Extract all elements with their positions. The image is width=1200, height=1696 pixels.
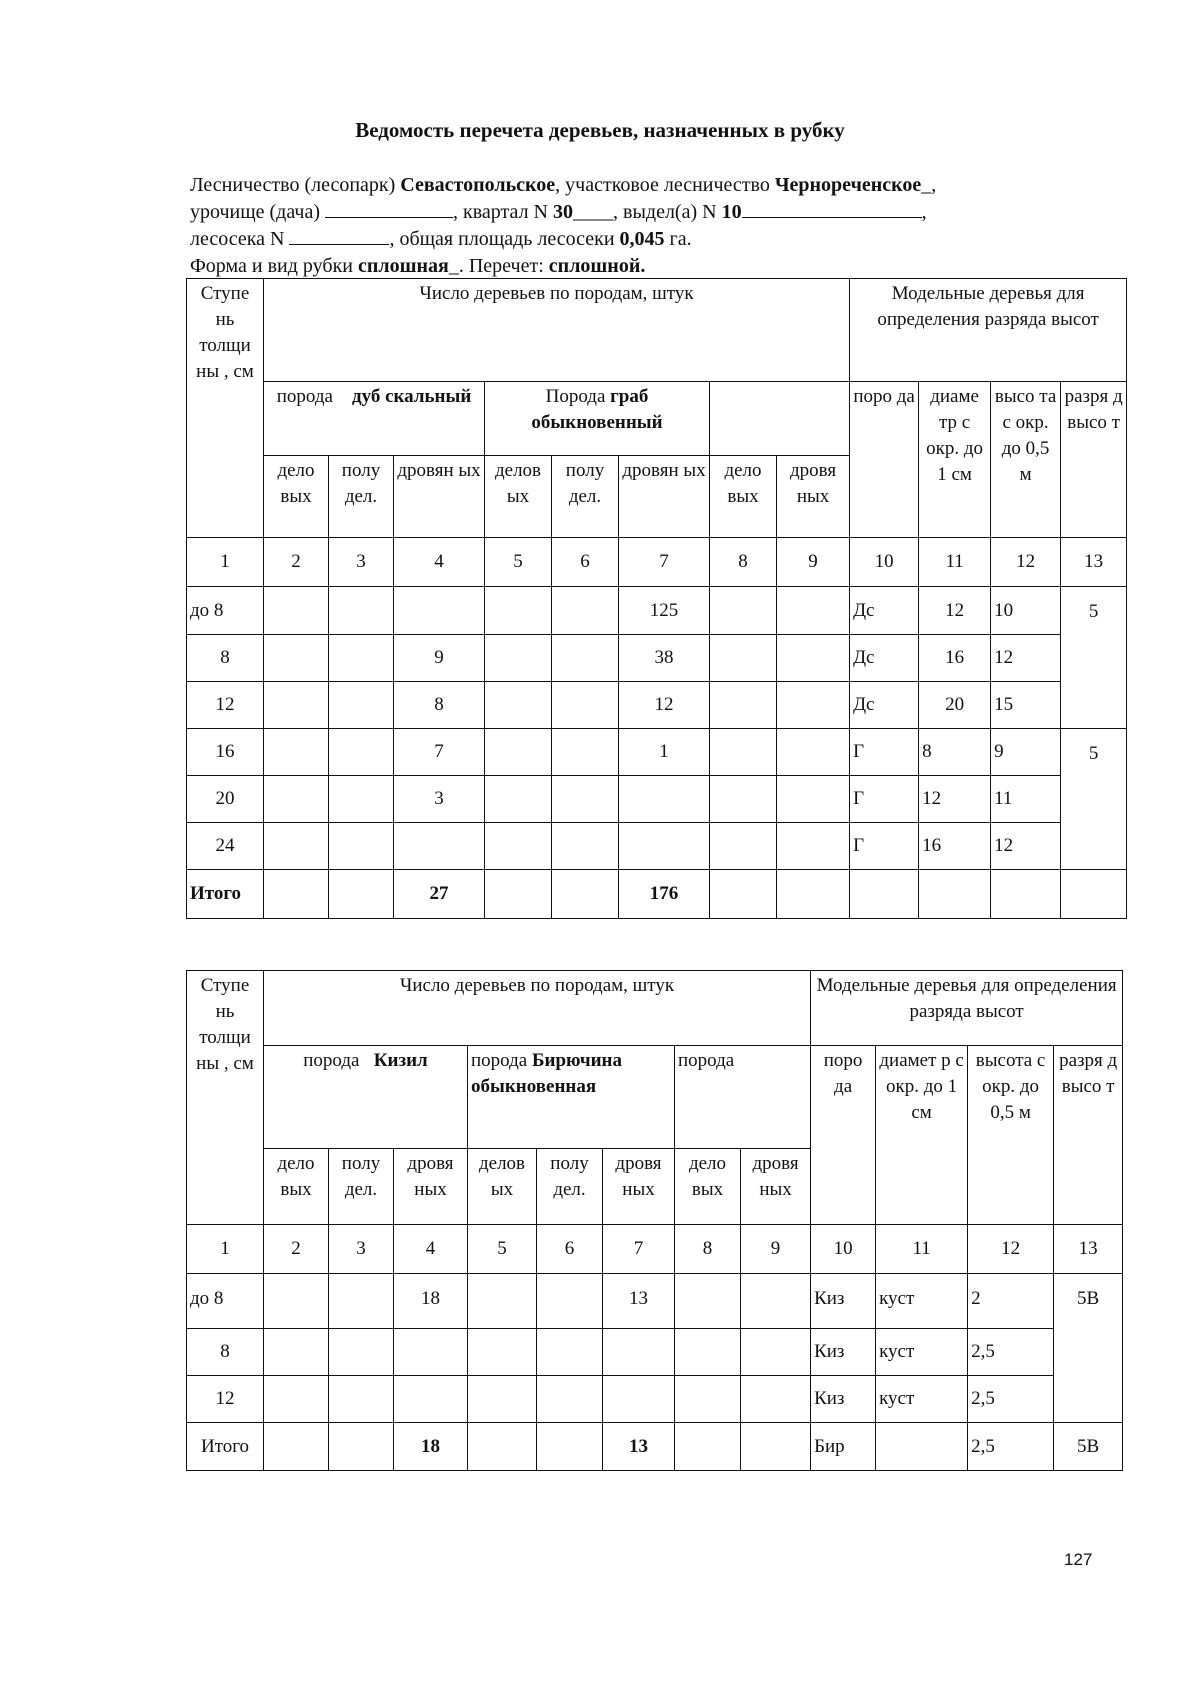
col-step-header: Ступе нь толщи ны , см <box>187 971 264 1225</box>
model-trees-header: Модельные деревья для определения разряда высот <box>850 279 1127 382</box>
species-2-header <box>485 382 710 456</box>
column-number: 5 <box>468 1225 537 1274</box>
table-row <box>187 776 1127 823</box>
step-cell: 12 <box>187 682 264 729</box>
diameter-cell: 16 <box>919 823 991 870</box>
step-cell: 8 <box>187 635 264 682</box>
column-number: 6 <box>552 538 619 587</box>
step-cell: 8 <box>187 1329 264 1376</box>
height-cell: 2,5 <box>968 1329 1054 1376</box>
header-text: ____, выдел(а) N <box>573 201 722 223</box>
species-1-header <box>264 382 485 456</box>
col-diameter-header: диамет р с окр. до 1 см <box>876 1046 968 1225</box>
height-cell: 15 <box>991 682 1061 729</box>
breed-cell: Г <box>850 729 919 776</box>
table-row <box>187 1329 1123 1376</box>
table-row <box>187 587 1127 635</box>
header-line-4 <box>190 253 1090 280</box>
column-number: 3 <box>329 1225 394 1274</box>
species-2-header <box>468 1046 675 1149</box>
column-number: 10 <box>850 538 919 587</box>
species-3-header: порода <box>675 1046 811 1149</box>
sub-header: дровя ных <box>777 456 850 538</box>
column-numbers-row <box>187 1225 1123 1274</box>
sub-header: полу дел. <box>329 456 394 538</box>
section-number: 10 <box>721 201 742 223</box>
district-name: Чернореченское <box>774 174 922 196</box>
column-number: 8 <box>710 538 777 587</box>
table-row <box>187 682 1127 729</box>
felling-form: сплошная <box>358 255 449 277</box>
col-height-class-header: разря д высо т <box>1054 1046 1123 1225</box>
column-number: 4 <box>394 1225 468 1274</box>
diameter-cell: 8 <box>919 729 991 776</box>
header-text: Форма и вид рубки <box>190 255 358 277</box>
page-number: 127 <box>1064 1550 1093 1569</box>
breed-cell: Дс <box>850 635 919 682</box>
height-cell: 2,5 <box>968 1423 1054 1471</box>
species-prefix: порода <box>303 1050 360 1071</box>
firewood-count-cell <box>619 776 710 823</box>
header-text: , <box>921 201 927 223</box>
sub-header: полу дел. <box>329 1149 394 1225</box>
diameter-cell: куст <box>876 1329 968 1376</box>
header-text: , участковое лесничество <box>555 174 775 196</box>
firewood-count-cell: 125 <box>619 587 710 635</box>
height-cell: 12 <box>991 823 1061 870</box>
sub-header: дровя ных <box>741 1149 811 1225</box>
firewood-count-cell <box>619 823 710 870</box>
column-number: 7 <box>619 538 710 587</box>
sub-header: делов ых <box>468 1149 537 1225</box>
document-header <box>190 172 1090 280</box>
column-number: 12 <box>968 1225 1054 1274</box>
count-group-header: Число деревьев по породам, штук <box>264 971 811 1046</box>
count-group-header: Число деревьев по породам, штук <box>264 279 850 382</box>
firewood-count-cell <box>394 1376 468 1423</box>
sub-header: дело вых <box>675 1149 741 1225</box>
sub-header: делов ых <box>485 456 552 538</box>
table-row <box>187 729 1127 776</box>
species-prefix: Порода <box>545 386 606 407</box>
column-number: 1 <box>187 538 264 587</box>
diameter-cell: 16 <box>919 635 991 682</box>
breed-cell: Дс <box>850 587 919 635</box>
header-line-2 <box>190 199 1090 226</box>
col-diameter-header: диаме тр с окр. до 1 см <box>919 382 991 538</box>
header-text: _, <box>921 174 937 196</box>
column-number: 5 <box>485 538 552 587</box>
sub-header: дело вых <box>710 456 777 538</box>
firewood-count-cell: 7 <box>394 729 485 776</box>
firewood-count-cell: 8 <box>394 682 485 729</box>
height-cell: 2,5 <box>968 1376 1054 1423</box>
section-blank <box>742 199 922 218</box>
forestry-name: Севастопольское <box>400 174 556 196</box>
height-cell: 11 <box>991 776 1061 823</box>
quarter-number: 30 <box>553 201 574 223</box>
column-number: 9 <box>741 1225 811 1274</box>
total-cell: 27 <box>394 870 485 919</box>
total-cell: 13 <box>603 1423 675 1471</box>
diameter-cell: куст <box>876 1376 968 1423</box>
tree-count-table-1 <box>186 278 1127 919</box>
header-line-1 <box>190 172 1090 199</box>
col-height-header: высота с окр. до 0,5 м <box>968 1046 1054 1225</box>
firewood-count-cell <box>603 1376 675 1423</box>
sub-header: дровян ых <box>619 456 710 538</box>
col-breed-header: поро да <box>850 382 919 538</box>
height-class-cell: 5 <box>1061 587 1127 729</box>
total-row <box>187 870 1127 919</box>
firewood-count-cell <box>394 1329 468 1376</box>
diameter-cell: 20 <box>919 682 991 729</box>
column-number: 3 <box>329 538 394 587</box>
step-cell: 24 <box>187 823 264 870</box>
header-text: , квартал N <box>453 201 554 223</box>
breed-cell: Киз <box>811 1274 876 1329</box>
header-text: Лесничество (лесопарк) <box>190 174 401 196</box>
header-text: _. Перечет: <box>448 255 549 277</box>
firewood-count-cell: 18 <box>394 1274 468 1329</box>
diameter-cell: 12 <box>919 587 991 635</box>
height-cell: 2 <box>968 1274 1054 1329</box>
species-1-name: дуб скальный <box>351 386 472 407</box>
species-prefix: порода <box>471 1050 528 1071</box>
breed-cell: Г <box>850 823 919 870</box>
plot-area: 0,045 <box>619 228 665 250</box>
header-text: , общая площадь лесосеки <box>389 228 620 250</box>
firewood-count-cell <box>394 823 485 870</box>
tree-count-table-2 <box>186 970 1123 1471</box>
firewood-count-cell: 3 <box>394 776 485 823</box>
sub-header: полу дел. <box>552 456 619 538</box>
sub-header: дровя ных <box>394 1149 468 1225</box>
header-line-3 <box>190 226 1090 253</box>
total-cell: 18 <box>394 1423 468 1471</box>
document-title: Ведомость перечета деревьев, назначенных в рубку <box>355 118 845 142</box>
diameter-cell: куст <box>876 1274 968 1329</box>
column-number: 6 <box>537 1225 603 1274</box>
header-text: лесосека N <box>190 228 290 250</box>
breed-cell: Г <box>850 776 919 823</box>
sub-header: дело вых <box>264 1149 329 1225</box>
count-type: сплошной. <box>548 255 646 277</box>
diameter-cell: 12 <box>919 776 991 823</box>
breed-cell: Киз <box>811 1376 876 1423</box>
plot-blank <box>289 226 389 245</box>
col-height-class-header: разря д высо т <box>1061 382 1127 538</box>
col-breed-header: поро да <box>811 1046 876 1225</box>
height-cell: 10 <box>991 587 1061 635</box>
column-number: 10 <box>811 1225 876 1274</box>
breed-cell: Дс <box>850 682 919 729</box>
sub-header: дровян ых <box>394 456 485 538</box>
table-row <box>187 1376 1123 1423</box>
total-row <box>187 1423 1123 1471</box>
column-number: 4 <box>394 538 485 587</box>
height-class-cell: 5В <box>1054 1423 1123 1471</box>
firewood-count-cell <box>394 587 485 635</box>
firewood-count-cell <box>603 1329 675 1376</box>
sub-header: полу дел. <box>537 1149 603 1225</box>
height-cell: 12 <box>991 635 1061 682</box>
sub-header: дело вых <box>264 456 329 538</box>
table-row <box>187 635 1127 682</box>
firewood-count-cell: 38 <box>619 635 710 682</box>
column-number: 12 <box>991 538 1061 587</box>
species-prefix: порода <box>276 386 333 407</box>
column-number: 13 <box>1054 1225 1123 1274</box>
column-number: 7 <box>603 1225 675 1274</box>
column-number: 11 <box>876 1225 968 1274</box>
species-3-header <box>710 382 850 456</box>
table-row <box>187 823 1127 870</box>
column-number: 13 <box>1061 538 1127 587</box>
firewood-count-cell: 12 <box>619 682 710 729</box>
col-step-header: Ступе нь толщи ны , см <box>187 279 264 538</box>
breed-cell: Киз <box>811 1329 876 1376</box>
height-cell: 9 <box>991 729 1061 776</box>
step-cell: 12 <box>187 1376 264 1423</box>
species-1-header <box>264 1046 468 1149</box>
model-trees-header: Модельные деревья для определения разряда высот <box>811 971 1123 1046</box>
column-number: 2 <box>264 538 329 587</box>
col-height-header: высо та с окр. до 0,5 м <box>991 382 1061 538</box>
firewood-count-cell: 13 <box>603 1274 675 1329</box>
column-number: 1 <box>187 1225 264 1274</box>
total-label: Итого <box>187 1423 264 1471</box>
step-cell: до 8 <box>187 587 264 635</box>
step-cell: 20 <box>187 776 264 823</box>
species-1-name: Кизил <box>373 1050 428 1071</box>
firewood-count-cell: 9 <box>394 635 485 682</box>
breed-cell: Бир <box>811 1423 876 1471</box>
firewood-count-cell: 1 <box>619 729 710 776</box>
height-class-cell: 5В <box>1054 1274 1123 1423</box>
column-number: 11 <box>919 538 991 587</box>
species-2-name: Бирючина обыкновенная <box>471 1050 622 1097</box>
total-label: Итого <box>187 870 264 919</box>
column-numbers-row <box>187 538 1127 587</box>
sub-header: дровя ных <box>603 1149 675 1225</box>
header-text: урочище (дача) <box>190 201 326 223</box>
height-class-cell: 5 <box>1061 729 1127 870</box>
column-number: 9 <box>777 538 850 587</box>
total-cell: 176 <box>619 870 710 919</box>
species-2-name: граб обыкновенный <box>531 386 663 433</box>
step-cell: до 8 <box>187 1274 264 1329</box>
column-number: 2 <box>264 1225 329 1274</box>
table-row <box>187 1274 1123 1329</box>
tract-blank <box>325 199 453 218</box>
header-text: га. <box>664 228 692 250</box>
column-number: 8 <box>675 1225 741 1274</box>
step-cell: 16 <box>187 729 264 776</box>
